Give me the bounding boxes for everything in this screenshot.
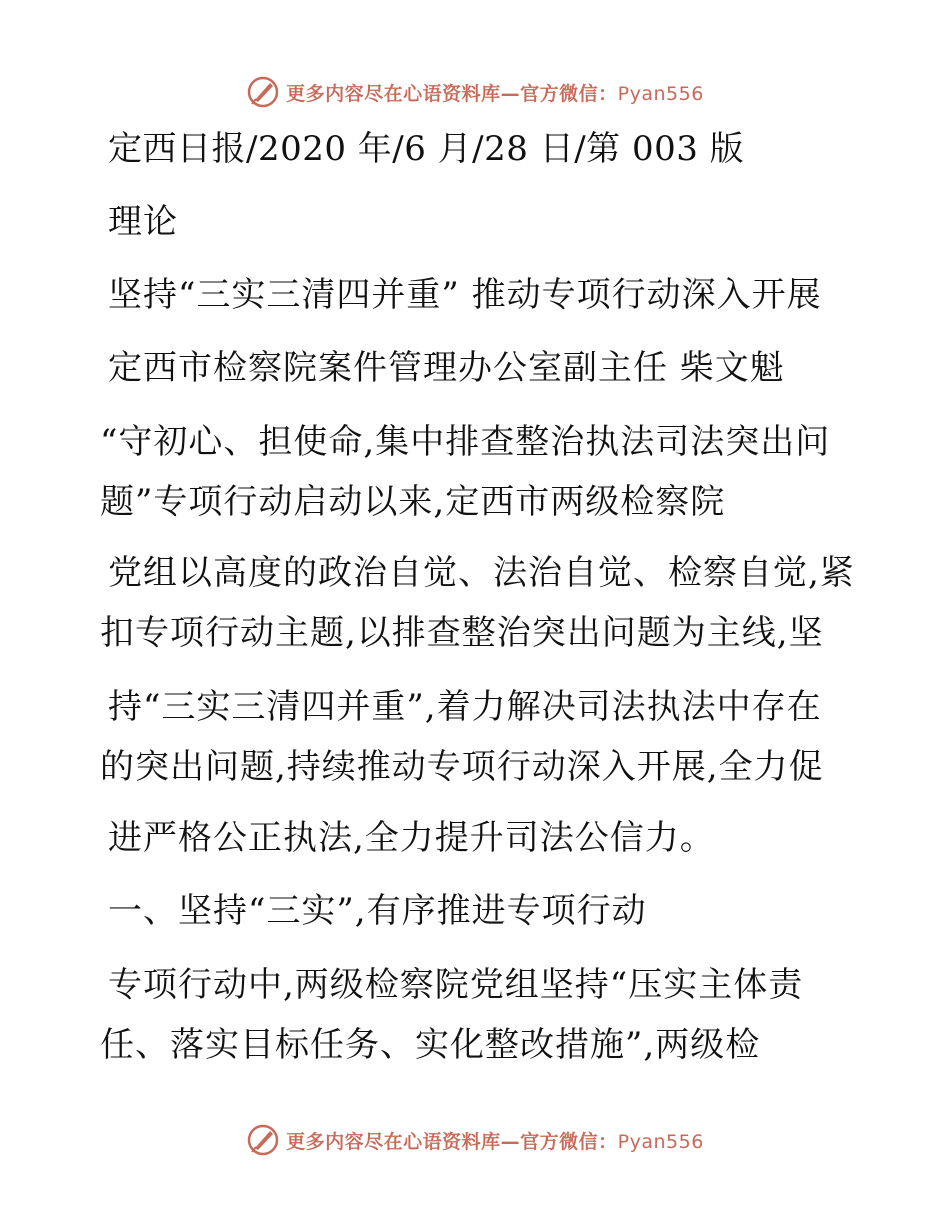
- body-line: 进严格公正执法,全力提升司法公信力。: [108, 818, 715, 858]
- body-line: 党组以高度的政治自觉、法治自觉、检察自觉,紧: [108, 553, 855, 593]
- body-line: 的突出问题,持续推动专项行动深入开展,全力促: [100, 747, 824, 787]
- section-label: 理论: [108, 202, 178, 242]
- watermark-text: 更多内容尽在心语资料库—官方微信：Pyan556: [286, 82, 704, 105]
- body-line: 题”专项行动启动以来,定西市两级检察院: [100, 482, 726, 522]
- quill-pen-seal-icon: [246, 75, 280, 109]
- body-line: 持“三实三清四并重”,着力解决司法执法中存在: [108, 687, 822, 727]
- body-line: 扣专项行动主题,以排查整治突出问题为主线,坚: [100, 613, 824, 653]
- article-author: 定西市检察院案件管理办公室副主任 柴文魁: [108, 348, 785, 388]
- section-heading: 一、坚持“三实”,有序推进专项行动: [108, 891, 647, 931]
- watermark-handle: Pyan556: [617, 82, 704, 105]
- body-line: 任、落实目标任务、实化整改措施”,两级检: [100, 1025, 761, 1065]
- footer-watermark: [0, 1120, 950, 1160]
- body-line: 专项行动中,两级检察院党组坚持“压实主体责: [108, 965, 804, 1005]
- body-line: “守初心、担使命,集中排查整治执法司法突出问: [100, 422, 831, 462]
- header-watermark: [0, 72, 950, 112]
- watermark-handle: Pyan556: [617, 1130, 704, 1153]
- publication-info: 定西日报/2020 年/6 月/28 日/第 003 版: [108, 129, 745, 169]
- watermark-text: 更多内容尽在心语资料库—官方微信：Pyan556: [286, 1130, 704, 1153]
- article-title: 坚持“三实三清四并重” 推动专项行动深入开展: [108, 275, 822, 315]
- quill-pen-seal-icon: [246, 1123, 280, 1157]
